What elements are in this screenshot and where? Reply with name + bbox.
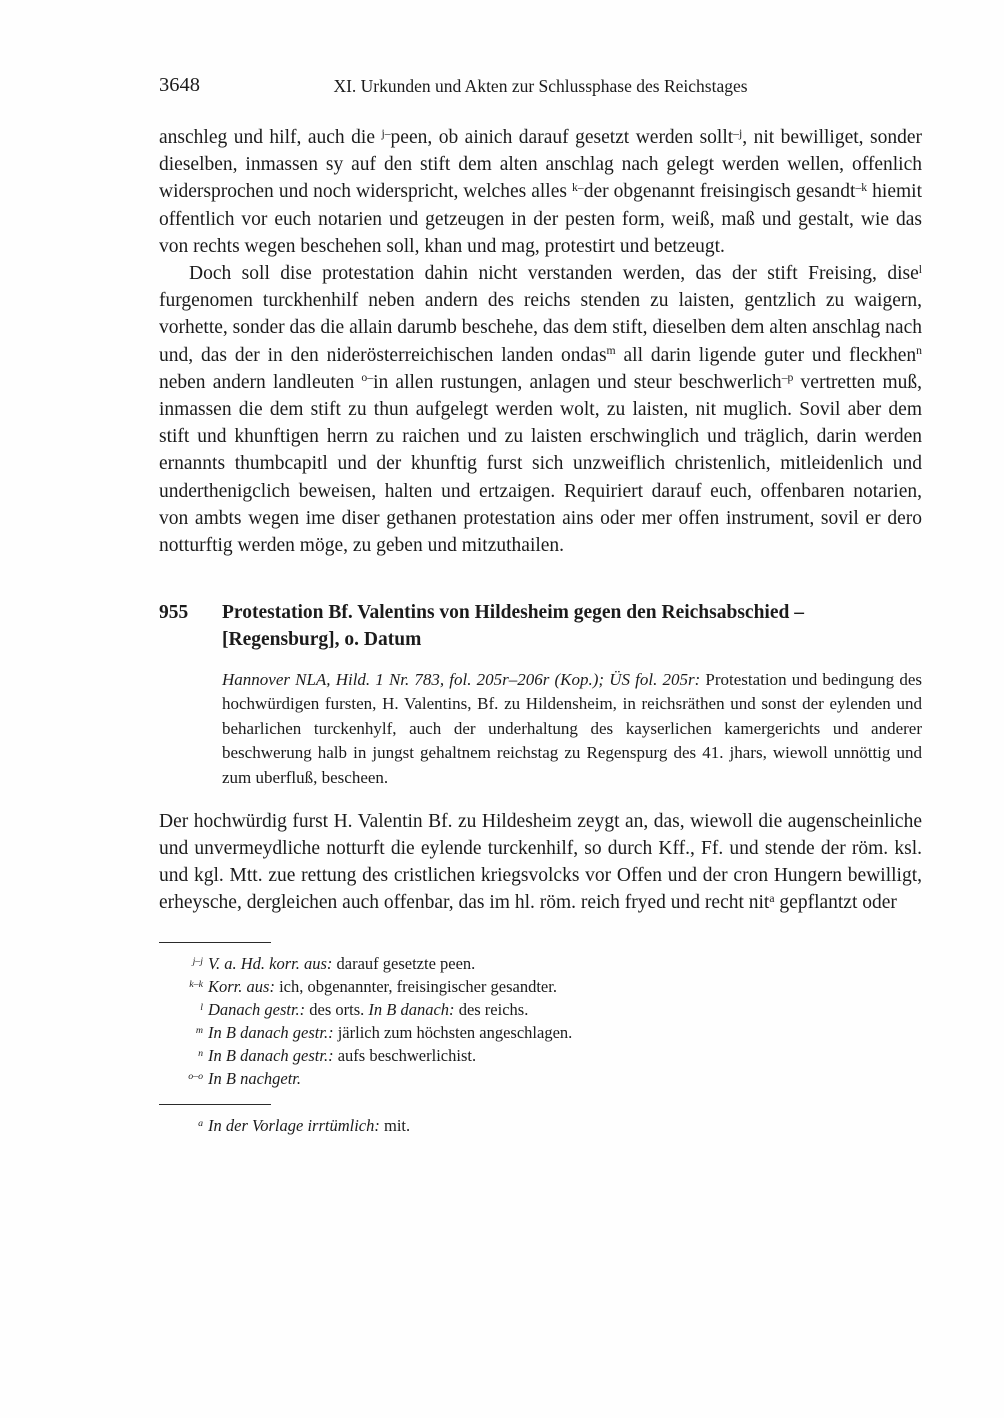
footnote-text: In B nachgetr.	[208, 1069, 302, 1089]
entry-number: 955	[159, 602, 189, 624]
footnote-marker	[159, 1021, 203, 1044]
footnote-marker-label: n	[198, 1048, 203, 1059]
footnote-marker-label: o–o	[188, 1071, 203, 1082]
body-paragraph-continuation: anschleg und hilf, auch die $^{j-}$peen, ob ainich darauf gesetzt werden sollt$^{-j}$, nit bewilliget, sonder dieselben, inmassen sy auf den stift dem alten anschlag nach gelegt werden wellen, offenlich widersprochen und noch widerspricht, welches alles $^{k-}$der obgenannt freisingisch gesandt$^{-k}$ hiemit offentlich vor euch notarien und getzeugen in der pesten form, weiß, maß und gestalt, wie das von rechts wegen beschehen soll, khan und mag, protestirt und betzeugt.	[159, 126, 923, 257]
footnote-text: In B danach gestr.: aufs beschwerlichist.	[208, 1046, 477, 1066]
footnote-marker	[159, 975, 203, 998]
footnote-marker	[159, 952, 203, 975]
footnote-text: V. a. Hd. korr. aus: darauf gesetzte peen.	[208, 954, 476, 974]
running-head: XI. Urkunden und Akten zur Schlussphase des Reichstages	[333, 76, 748, 96]
footnote-marker	[159, 1114, 203, 1137]
footnote-text: In B danach gestr.: järlich zum höchsten angeschlagen.	[208, 1023, 573, 1043]
footnote	[159, 952, 922, 975]
page-header	[159, 74, 922, 100]
footnote	[159, 1114, 922, 1137]
footnote-text: In der Vorlage irrtümlich: mit.	[208, 1116, 411, 1136]
page-number: 3648	[159, 74, 200, 96]
footnote-marker-label: k–k	[189, 979, 203, 990]
entry-heading	[159, 599, 922, 653]
footnotes	[159, 942, 922, 1137]
footnote-text: Korr. aus: ich, obgenannter, freisingischer gesandter.	[208, 977, 557, 997]
footnote	[159, 1044, 922, 1067]
footnote	[159, 998, 922, 1021]
footnote-marker	[159, 998, 203, 1021]
page-content	[159, 74, 922, 1137]
footnote-separator	[159, 942, 271, 943]
footnote	[159, 1021, 922, 1044]
footnote-separator	[159, 1104, 271, 1105]
footnote-marker-label: l	[200, 1002, 203, 1013]
footnote-marker	[159, 1067, 203, 1090]
footnote	[159, 1067, 922, 1090]
body-paragraph: Doch soll dise protestation dahin nicht verstanden werden, das der stift Freising, dise$^l$ furgenomen turckhenhilf neben andern des reichs stenden zu laisten, gentzlich zu waigern, vorhette, sonder das die allain darumb beschehe, das dem stift, dieselben dem alten anschlag nach und, das der in den niderösterreichischen landen ondas$^m$ all darin ligende guter und fleckhen$^n$ neben andern landleuten $^{o-}$in allen rustungen, anlagen und steur beschwerlich$^{-p}$ vertretten muß, inmassen die dem stift zu thun aufgelegt werden wolt, zu laisten, nit muglich. Sovil aber dem stift und khunftigen herrn zu raichen und zu laisten erschwinglich und träglich, darin werden ernannts thumbcapitl und der khunftig furst sich unzweiflich christenlich, mitleidenlich und underthenigclich beweisen, halten und ertzaigen. Requiriert darauf euch, offenbaren notarien, von ambts wegen ime diser gethanen protestation ains oder mer offen instrument, sovil er dero notturftig werden möge, zu geben und mitzuthailen.	[159, 262, 922, 557]
footnote-marker-label: j–j	[192, 956, 203, 967]
entry-title: Protestation Bf. Valentins von Hildesheim gegen den Reichsabschied – [Regensburg], o. Datum	[222, 602, 804, 651]
source-note: Hannover NLA, Hild. 1 Nr. 783, fol. 205r–206r (Kop.); ÜS fol. 205r: Protestation und bedingung des hochwürdigen fursten, H. Valentins, Bf. zu Hildensheim, in reichsräthen und sonst der eylenden und beharlichen turckenhylf, auch der underhaltung des kayserlichen kamergerichts und anderer beschwerung halb in jungst gehaltnem reichstag zu Regenspurg des 41. jhars, wiewoll unnöttig und zum uberfluß, bescheen.	[222, 669, 922, 788]
footnote-marker-label: m	[195, 1025, 203, 1036]
footnote-marker-label: a	[198, 1118, 203, 1129]
entry-body: Der hochwürdig furst H. Valentin Bf. zu Hildesheim zeygt an, das, wiewoll die augenscheinliche und unvermeydliche notturft die eylende turckenhilf, so durch Kff., Ff. und stende der röm. ksl. und kgl. Mtt. zue rettung des cristlichen kriegsvolcks vor Offen und der cron Hungern bewilligt, erheysche, dergleichen auch offenbar, das im hl. röm. reich fryed und recht nit$^a$ gepflantzt oder	[159, 810, 922, 914]
footnote	[159, 975, 922, 998]
footnote-text: Danach gestr.: des orts. In B danach: des reichs.	[208, 1000, 529, 1020]
footnote-marker	[159, 1044, 203, 1067]
